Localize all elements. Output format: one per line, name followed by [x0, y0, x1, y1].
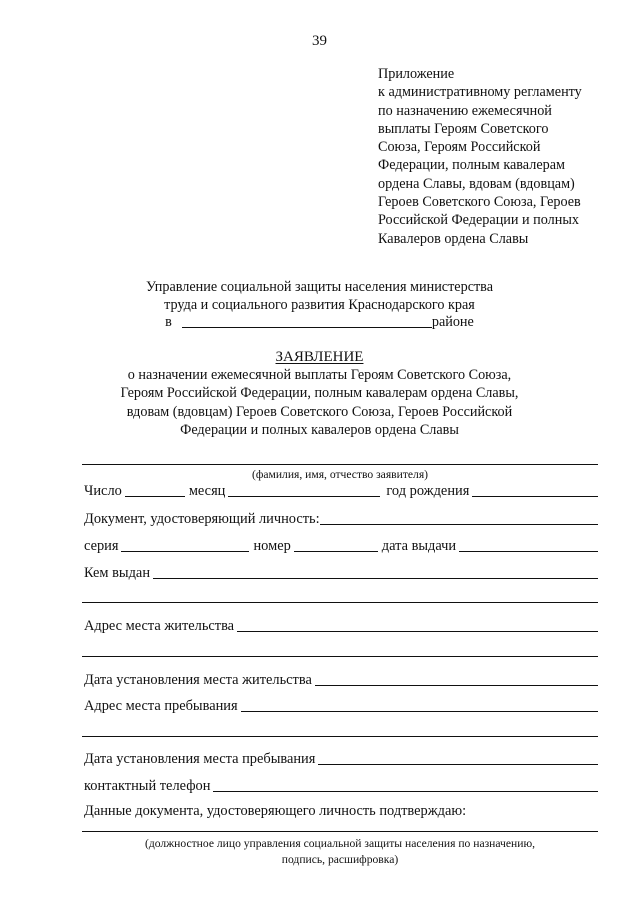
- issued-by-row: [84, 564, 598, 582]
- residence-date-row: [84, 671, 598, 689]
- residence-address-field[interactable]: [237, 631, 598, 632]
- district-field[interactable]: [182, 327, 432, 328]
- official-caption: [82, 836, 598, 868]
- residence-date-field[interactable]: [315, 685, 598, 686]
- id-document-field[interactable]: [320, 524, 598, 525]
- phone-row: [84, 777, 598, 795]
- document-title: ЗАЯВЛЕНИЕ: [275, 349, 364, 365]
- phone-label: контактный телефон: [84, 778, 211, 794]
- official-caption-line-2: подпись, расшифровка): [281, 853, 399, 866]
- appendix-line: Союза, Героям Российской: [378, 139, 541, 156]
- appendix-line: Федерации, полным кавалерам: [378, 157, 565, 174]
- stay-date-row: [84, 750, 598, 768]
- appendix-line: Российской Федерации и полных: [378, 212, 579, 229]
- residence-address-field-continuation[interactable]: [82, 656, 598, 657]
- appendix-line: Кавалеров ордена Славы: [378, 230, 529, 247]
- subtitle-line: Героям Российской Федерации, полным кавалерам ордена Славы,: [120, 385, 519, 402]
- subtitle-line: о назначении ежемесячной выплаты Героям Советского Союза,: [127, 367, 512, 383]
- appendix-line: выплаты Героям Советского: [378, 120, 549, 137]
- residence-date-label: Дата установления места жительства: [84, 672, 312, 688]
- day-field[interactable]: [125, 496, 185, 497]
- series-label: серия: [84, 538, 119, 554]
- passport-row: [84, 537, 598, 555]
- issue-date-field[interactable]: [459, 551, 598, 552]
- stay-date-label: Дата установления места пребывания: [84, 751, 316, 767]
- stay-address-field-continuation[interactable]: [82, 736, 598, 737]
- confirmation-row: [84, 802, 598, 820]
- stay-address-row: [84, 697, 598, 715]
- appendix-line: ордена Славы, вдовам (вдовцам): [378, 175, 575, 192]
- official-signature-field[interactable]: [82, 831, 598, 832]
- birth-year-field[interactable]: [472, 496, 598, 497]
- stay-address-field[interactable]: [241, 711, 598, 712]
- appendix-block: [378, 65, 582, 248]
- appendix-line: к административному регламенту: [378, 84, 582, 101]
- department-line-2: труда и социального развития Краснодарского края: [164, 297, 475, 314]
- issue-date-label: дата выдачи: [381, 538, 457, 554]
- issued-by-field[interactable]: [153, 578, 598, 579]
- residence-address-row: [84, 617, 598, 635]
- issued-by-field-continuation[interactable]: [82, 602, 598, 603]
- subtitle-line: вдовам (вдовцам) Героев Советского Союза, Героев Российской: [126, 403, 513, 420]
- number-label: номер: [253, 538, 291, 554]
- day-label: Число: [84, 483, 122, 499]
- id-document-label: Документ, удостоверяющий личность:: [84, 511, 320, 527]
- phone-field[interactable]: [213, 791, 598, 792]
- confirmation-label: Данные документа, удостоверяющего личность подтверждаю:: [84, 803, 467, 819]
- document-subtitle: [0, 366, 639, 439]
- district-prefix: в: [165, 314, 172, 330]
- stay-address-label: Адрес места пребывания: [84, 698, 238, 714]
- page-number: 39: [312, 33, 327, 49]
- district-suffix: районе: [431, 314, 474, 330]
- subtitle-line: Федерации и полных кавалеров ордена Славы: [180, 421, 459, 438]
- applicant-name-field[interactable]: [82, 464, 598, 465]
- appendix-line: Героев Советского Союза, Героев: [378, 194, 581, 211]
- birth-year-label: год рождения: [386, 483, 470, 499]
- department-block: [0, 278, 639, 315]
- appendix-line: по назначению ежемесячной: [378, 102, 552, 119]
- district-row: [0, 314, 639, 331]
- number-field[interactable]: [294, 551, 378, 552]
- applicant-name-caption: (фамилия, имя, отчество заявителя): [251, 468, 429, 481]
- official-caption-line-1: (должностное лицо управления социальной защиты населения по назначению,: [144, 837, 536, 850]
- stay-date-field[interactable]: [318, 764, 598, 765]
- appendix-line: Приложение: [378, 66, 455, 82]
- issued-by-label: Кем выдан: [84, 565, 151, 581]
- month-field[interactable]: [228, 496, 380, 497]
- month-label: месяц: [188, 483, 226, 499]
- birth-date-row: [84, 482, 598, 500]
- residence-address-label: Адрес места жительства: [84, 618, 235, 634]
- department-line-1: Управление социальной защиты населения министерства: [145, 279, 493, 295]
- series-field[interactable]: [121, 551, 249, 552]
- id-document-row: [84, 510, 598, 528]
